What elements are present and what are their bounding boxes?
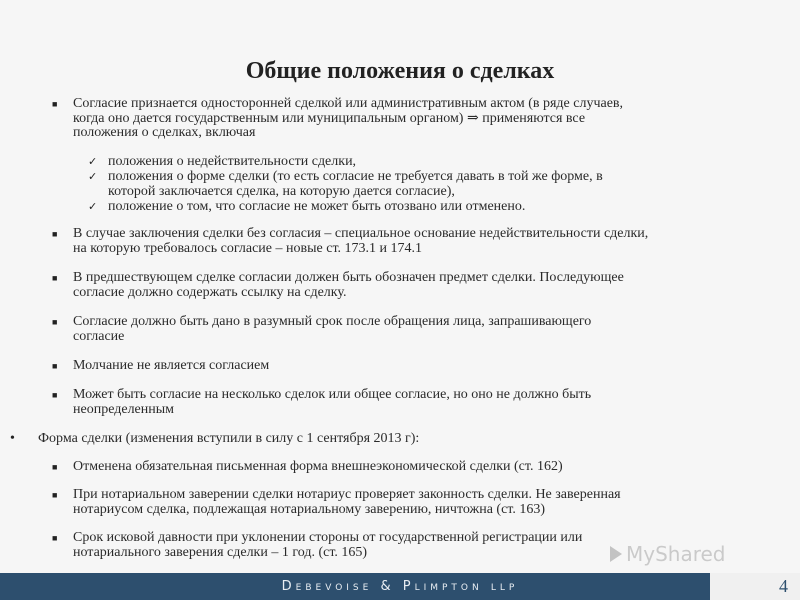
list-item-line: положения о недействительности сделки, xyxy=(108,154,357,169)
list-item-line: В случае заключения сделки без согласия – специальное основание недействительности сделки, xyxy=(73,226,649,241)
list-item-line: Срок исковой давности при уклонении стороны от государственной регистрации или xyxy=(73,530,583,545)
list-item-line: положения о форме сделки (то есть согласие не требуется давать в той же форме, в xyxy=(108,169,603,184)
square-bullet-icon: ■ xyxy=(52,490,58,500)
check-bullet-icon: ✓ xyxy=(88,156,98,168)
list-item-line: Отменена обязательная письменная форма внешнеэкономической сделки (ст. 162) xyxy=(73,459,563,474)
square-bullet-icon: ■ xyxy=(52,462,58,472)
check-bullet-icon: ✓ xyxy=(88,171,98,183)
list-item xyxy=(73,531,582,560)
footer-firm-name: Debevoise & Plimpton llp xyxy=(281,579,519,594)
list-item-line: Согласие должно быть дано в разумный срок после обращения лица, запрашивающего xyxy=(73,314,592,329)
square-bullet-icon: ■ xyxy=(52,361,58,371)
list-item-line: Молчание не является согласием xyxy=(73,358,270,373)
watermark-text: MyShared xyxy=(626,542,726,566)
footer-bar xyxy=(0,573,800,600)
list-item-line: В предшествующем сделке согласии должен быть обозначен предмет сделки. Последующее xyxy=(73,270,624,285)
square-bullet-icon: ■ xyxy=(52,390,58,400)
square-bullet-icon: ■ xyxy=(52,273,58,283)
list-item xyxy=(108,155,356,170)
list-item xyxy=(73,388,591,417)
list-item-line: когда оно дается государственным или муниципальным органом) ⇒ применяются все xyxy=(73,110,586,126)
list-item-line: неопределенным xyxy=(73,401,175,417)
list-item-line: нотариального заверения сделки – 1 год. (ст. 165) xyxy=(73,544,368,560)
list-item xyxy=(108,200,525,215)
list-item xyxy=(73,271,624,300)
square-bullet-icon: ■ xyxy=(52,229,58,239)
list-item xyxy=(73,227,648,256)
list-item-line: При нотариальном заверении сделки нотариус проверяет законность сделки. Не заверенная xyxy=(73,487,621,502)
square-bullet-icon: ■ xyxy=(52,533,58,543)
watermark xyxy=(610,542,760,566)
list-item-line: на которую требовалось согласие – новые ст. 173.1 и 174.1 xyxy=(73,240,423,256)
list-item xyxy=(38,432,419,447)
watermark-arrow-icon xyxy=(610,546,622,562)
list-item-line: положения о сделках, включая xyxy=(73,125,256,140)
list-item xyxy=(108,170,603,199)
slide-title: Общие положения о сделках xyxy=(245,58,555,84)
list-item xyxy=(73,460,563,475)
list-item-line: положение о том, что согласие не может быть отозвано или отменено. xyxy=(108,199,526,214)
list-item-line: Форма сделки (изменения вступили в силу с 1 сентября 2013 г): xyxy=(38,431,420,446)
list-item-line: которой заключается сделка, на которую дается согласие), xyxy=(108,183,455,199)
square-bullet-icon: ■ xyxy=(52,99,58,109)
round-bullet-icon: • xyxy=(10,431,15,446)
list-item xyxy=(73,359,269,374)
list-item-line: Может быть согласие на несколько сделок или общее согласие, но оно не должно быть xyxy=(73,387,592,402)
list-item xyxy=(73,315,591,344)
list-item xyxy=(73,488,621,517)
square-bullet-icon: ■ xyxy=(52,317,58,327)
check-bullet-icon: ✓ xyxy=(88,201,98,213)
list-item-line: согласие xyxy=(73,328,125,344)
list-item xyxy=(73,97,623,141)
list-item-line: нотариусом сделка, подлежащая нотариальному заверению, ничтожна (ст. 163) xyxy=(73,501,546,517)
list-item-line: согласие должно содержать ссылку на сделку. xyxy=(73,284,347,300)
page-number: 4 xyxy=(710,573,800,600)
list-item-line: Согласие признается односторонней сделкой или административным актом (в ряде случаев, xyxy=(73,96,624,111)
